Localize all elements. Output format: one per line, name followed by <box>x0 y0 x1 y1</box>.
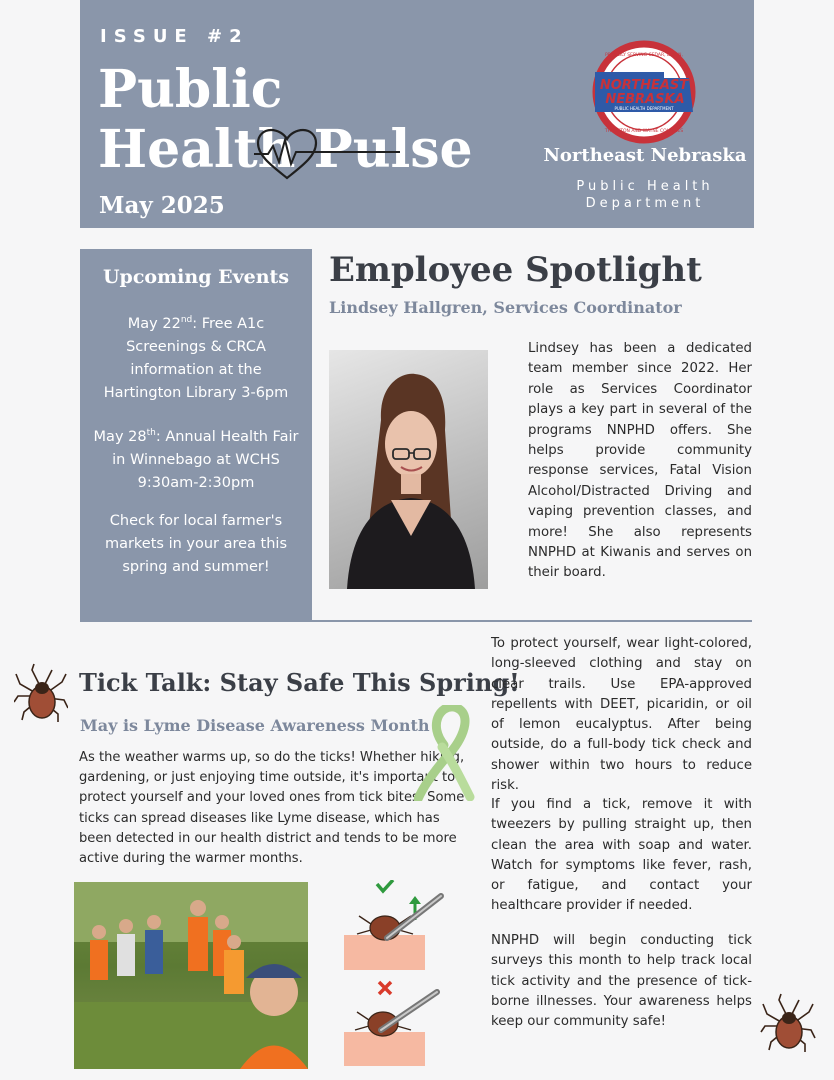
event-item <box>90 309 302 405</box>
newsletter-title: Public Health Pulse <box>98 59 473 180</box>
event-date-suffix: nd <box>180 315 193 325</box>
tick-removal-diagram <box>343 880 453 1070</box>
tick-protection-paragraph: To protect yourself, wear light-colored, long-sleeved clothing and stay on clear trails. Use EPA-approved repellents with DEET, picaridin, or oil of lemon eucalyptus. After being outside, do a full-body tick check and shower within two hours to reduce risk. <box>491 636 752 794</box>
issue-date: May 2025 <box>99 192 225 219</box>
upcoming-events-panel <box>80 249 312 620</box>
tick-survey-paragraph: NNPHD will begin conducting tick surveys this month to help track local tick activity and the presence of tick-borne illnesses. Your awareness helps keep our community safe! <box>491 933 752 1030</box>
heartbeat-heart-icon <box>254 128 402 184</box>
logo-ring-bottom: THURSTON AND WAYNE COUNTIES <box>604 129 684 134</box>
org-subtitle: Public Health Department <box>576 179 714 211</box>
tick-intro-text: As the weather warms up, so do the ticks! Whether hiking, gardening, or just enjoying time outside, it's important to protect yourself and your loved ones from tick bites. Some ticks can spread diseases like Lyme disease, which has been detected in our health district and tends to be more active during the warmer months. <box>79 750 465 867</box>
tick-section-title: Tick Talk: Stay Safe This Spring! <box>79 668 520 697</box>
newsletter-header <box>80 0 754 228</box>
event-date: May 22 <box>127 315 181 332</box>
spotlight-title: Employee Spotlight <box>329 250 702 290</box>
org-name: Northeast Nebraska <box>543 145 747 166</box>
event-item <box>90 422 302 495</box>
spotlight-subtitle: Lindsey Hallgren, Services Coordinator <box>329 298 682 317</box>
logo-ring-top: PROUDLY SERVING CEDAR, DIXON, <box>605 53 683 58</box>
events-heading: Upcoming Events <box>102 266 290 288</box>
event-text: : Free A1c Screenings & CRCA information at the Hartington Library 3-6pm <box>103 315 289 401</box>
tick-removal-paragraph: If you find a tick, remove it with tweezers by pulling straight up, then clean the area with soap and water. Watch for symptoms like fever, rash, or fatigue, and contact your healthcare provider if needed. <box>491 797 752 914</box>
logo-line-3: PUBLIC HEALTH DEPARTMENT <box>614 106 674 111</box>
employee-photo <box>329 350 488 589</box>
group-photo <box>74 882 308 1069</box>
tick-icon <box>14 662 68 724</box>
tick-section-subtitle: May is Lyme Disease Awareness Month <box>80 716 430 735</box>
section-divider <box>80 620 752 622</box>
event-date: May 28 <box>93 428 147 445</box>
issue-number: ISSUE #2 <box>100 26 249 47</box>
logo-line-2: NEBRASKA <box>605 92 685 107</box>
tick-icon <box>760 992 816 1054</box>
lyme-awareness-ribbon-icon <box>414 705 476 801</box>
event-text: : Annual Health Fair in Winnebago at WCHS 9:30am-2:30pm <box>112 428 299 491</box>
event-date-suffix: th <box>146 428 156 438</box>
event-item: Check for local farmer's markets in your area this spring and summer! <box>104 513 288 575</box>
logo-line-1: NORTHEAST <box>599 78 689 93</box>
nnphd-logo <box>592 40 696 144</box>
spotlight-body: Lindsey has been a dedicated team member since 2022. Her role as Services Coordinator plays a key part in several of the programs NNPHD offers. She helps provide community response services, Fatal Vision Alcohol/Distracted Driving and vaping prevention classes, and more! She also represents NNPHD at Kiwanis and serves on their board. <box>528 341 752 581</box>
